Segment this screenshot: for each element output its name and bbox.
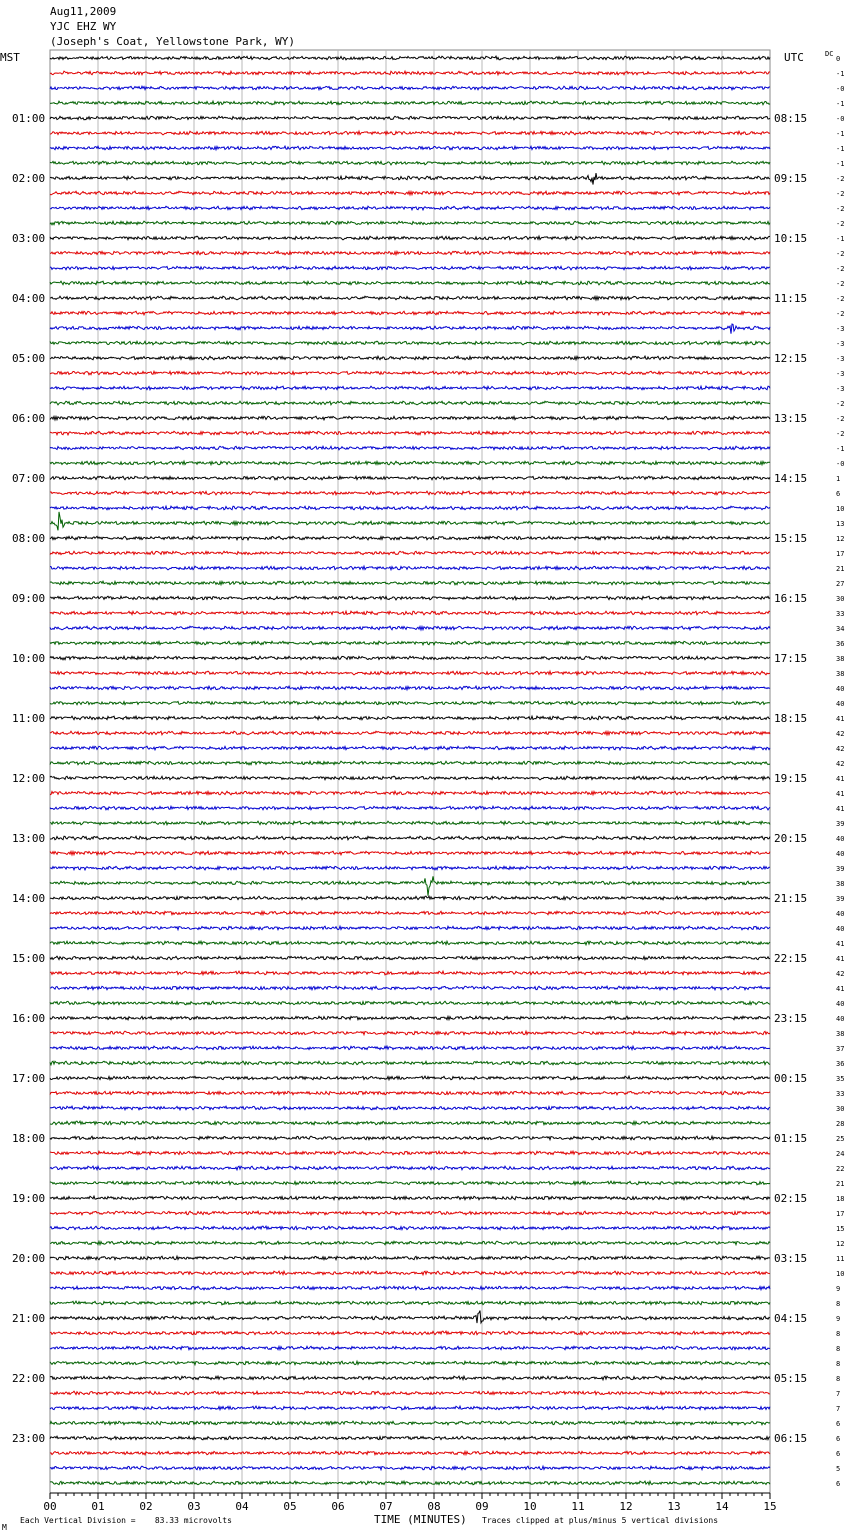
- mst-label-21: 21:00: [12, 1312, 46, 1325]
- trace-line-96: [50, 1481, 770, 1485]
- utc-label-12: 19:15: [774, 772, 808, 785]
- dc-offset-73: 25: [836, 1135, 845, 1143]
- dc-offset-51: 41: [836, 805, 845, 813]
- dc-offset-38: 33: [836, 610, 845, 618]
- dc-offset-58: 40: [836, 910, 845, 918]
- dc-offset-29: 1: [836, 475, 841, 483]
- dc-offset-19: -3: [836, 325, 845, 333]
- trace-line-89: [50, 1376, 770, 1380]
- trace-line-7: [50, 146, 770, 150]
- dc-offset-68: 36: [836, 1060, 845, 1068]
- mst-label-17: 17:00: [12, 1072, 46, 1085]
- dc-offset-16: -2: [836, 280, 845, 288]
- trace-line-44: [50, 701, 770, 705]
- dc-offset-15: -2: [836, 265, 845, 273]
- plot-frame: [50, 50, 770, 1493]
- dc-offset-3: -0: [836, 85, 845, 93]
- dc-offset-89: 8: [836, 1375, 841, 1383]
- x-tick-label-11: 11: [571, 1500, 585, 1513]
- dc-offset-12: -2: [836, 220, 845, 228]
- mst-label-19: 19:00: [12, 1192, 46, 1205]
- dc-offset-91: 7: [836, 1405, 841, 1413]
- trace-line-2: [50, 71, 770, 75]
- x-tick-label-01: 01: [91, 1500, 105, 1513]
- x-tick-label-08: 08: [427, 1500, 441, 1513]
- dc-offset-43: 40: [836, 685, 845, 693]
- utc-label-9: 16:15: [774, 592, 808, 605]
- trace-line-65: [50, 1016, 770, 1020]
- dc-offset-94: 6: [836, 1450, 841, 1458]
- trace-line-9: [50, 173, 770, 184]
- trace-line-27: [50, 446, 770, 450]
- dc-offset-71: 30: [836, 1105, 845, 1113]
- dc-offset-82: 10: [836, 1270, 845, 1278]
- x-tick-label-06: 06: [331, 1500, 345, 1513]
- dc-offset-2: -1: [836, 70, 845, 78]
- trace-line-91: [50, 1406, 770, 1410]
- scale-note: Each Vertical Division = 83.33 microvolts: [20, 1516, 232, 1525]
- x-tick-label-00: 00: [43, 1500, 57, 1513]
- mst-label-23: 23:00: [12, 1432, 46, 1445]
- dc-offset-14: -2: [836, 250, 845, 258]
- trace-line-84: [50, 1301, 770, 1305]
- trace-line-50: [50, 791, 770, 795]
- dc-offset-9: -2: [836, 175, 845, 183]
- dc-offset-83: 9: [836, 1285, 841, 1293]
- dc-offset-13: -1: [836, 235, 845, 243]
- trace-line-6: [50, 131, 770, 135]
- dc-offset-1: 0: [836, 55, 841, 63]
- trace-line-46: [50, 731, 770, 735]
- x-tick-label-04: 04: [235, 1500, 249, 1513]
- trace-line-70: [50, 1091, 770, 1095]
- dc-offset-5: -0: [836, 115, 845, 123]
- trace-line-92: [50, 1421, 770, 1425]
- dc-offset-39: 34: [836, 625, 845, 633]
- trace-line-72: [50, 1121, 770, 1125]
- dc-offset-20: -3: [836, 340, 845, 348]
- dc-offset-96: 6: [836, 1480, 841, 1488]
- mst-label-9: 09:00: [12, 592, 46, 605]
- mst-label-13: 13:00: [12, 832, 46, 845]
- trace-line-66: [50, 1031, 770, 1035]
- x-tick-label-13: 13: [667, 1500, 681, 1513]
- mst-label-6: 06:00: [12, 412, 46, 425]
- mst-label-4: 04:00: [12, 292, 46, 305]
- utc-label-3: 10:15: [774, 232, 808, 245]
- dc-offset-10: -2: [836, 190, 845, 198]
- trace-line-4: [50, 101, 770, 105]
- trace-line-39: [50, 626, 770, 630]
- trace-line-95: [50, 1466, 770, 1470]
- trace-line-5: [50, 116, 770, 120]
- trace-line-80: [50, 1241, 770, 1245]
- dc-offset-47: 42: [836, 745, 845, 753]
- x-tick-label-12: 12: [619, 1500, 633, 1513]
- trace-line-1: [50, 56, 770, 60]
- utc-label-5: 12:15: [774, 352, 808, 365]
- mst-label-14: 14:00: [12, 892, 46, 905]
- trace-line-71: [50, 1106, 770, 1110]
- dc-offset-76: 21: [836, 1180, 845, 1188]
- trace-line-8: [50, 161, 770, 165]
- trace-line-33: [50, 536, 770, 540]
- dc-offset-49: 41: [836, 775, 845, 783]
- utc-label-18: 01:15: [774, 1132, 808, 1145]
- dc-offset-4: -1: [836, 100, 845, 108]
- dc-offset-7: -1: [836, 145, 845, 153]
- dc-offset-59: 40: [836, 925, 845, 933]
- x-tick-label-15: 15: [763, 1500, 777, 1513]
- trace-line-12: [50, 221, 770, 225]
- mst-hour-labels: [12, 112, 45, 1445]
- station-label: YJC EHZ WY: [50, 20, 117, 33]
- trace-line-30: [50, 491, 770, 495]
- trace-line-63: [50, 986, 770, 990]
- dc-offset-55: 39: [836, 865, 845, 873]
- dc-offset-44: 40: [836, 700, 845, 708]
- mst-label-8: 08:00: [12, 532, 46, 545]
- trace-line-55: [50, 866, 770, 870]
- mst-label-10: 10:00: [12, 652, 46, 665]
- x-tick-label-07: 07: [379, 1500, 393, 1513]
- trace-line-3: [50, 86, 770, 90]
- mst-label-5: 05:00: [12, 352, 46, 365]
- utc-label-15: 22:15: [774, 952, 808, 965]
- utc-label-21: 04:15: [774, 1312, 808, 1325]
- trace-line-88: [50, 1361, 770, 1365]
- corner-mark: M: [2, 1523, 7, 1532]
- trace-line-23: [50, 386, 770, 390]
- dc-offset-50: 41: [836, 790, 845, 798]
- utc-label-1: 08:15: [774, 112, 808, 125]
- dc-offset-65: 40: [836, 1015, 845, 1023]
- dc-offset-63: 41: [836, 985, 845, 993]
- trace-line-59: [50, 926, 770, 930]
- trace-line-78: [50, 1211, 770, 1215]
- trace-line-37: [50, 596, 770, 600]
- trace-line-68: [50, 1061, 770, 1065]
- x-tick-label-03: 03: [187, 1500, 201, 1513]
- dc-offset-74: 24: [836, 1150, 845, 1158]
- dc-axis-title: DC: [825, 50, 834, 58]
- dc-offset-66: 38: [836, 1030, 845, 1038]
- dc-offset-11: -2: [836, 205, 845, 213]
- trace-line-45: [50, 716, 770, 720]
- trace-line-85: [50, 1311, 770, 1324]
- trace-line-67: [50, 1046, 770, 1050]
- trace-line-93: [50, 1436, 770, 1440]
- utc-label-7: 14:15: [774, 472, 808, 485]
- dc-offset-41: 38: [836, 655, 845, 663]
- dc-offset-85: 9: [836, 1315, 841, 1323]
- trace-line-56: [50, 876, 770, 895]
- dc-offset-34: 17: [836, 550, 845, 558]
- dc-offset-77: 18: [836, 1195, 845, 1203]
- trace-line-38: [50, 611, 770, 615]
- trace-line-48: [50, 761, 770, 765]
- x-axis: [43, 1493, 776, 1513]
- trace-line-79: [50, 1226, 770, 1230]
- dc-offset-95: 5: [836, 1465, 841, 1473]
- dc-offset-70: 33: [836, 1090, 845, 1098]
- trace-line-40: [50, 641, 770, 645]
- trace-line-73: [50, 1136, 770, 1140]
- utc-label-20: 03:15: [774, 1252, 808, 1265]
- dc-offset-60: 41: [836, 940, 845, 948]
- trace-line-17: [50, 296, 770, 300]
- utc-label-22: 05:15: [774, 1372, 808, 1385]
- trace-line-20: [50, 341, 770, 345]
- trace-line-47: [50, 746, 770, 750]
- dc-offset-35: 21: [836, 565, 845, 573]
- trace-line-35: [50, 566, 770, 570]
- trace-line-29: [50, 476, 770, 480]
- dc-offset-88: 8: [836, 1360, 841, 1368]
- dc-offset-72: 28: [836, 1120, 845, 1128]
- dc-offset-22: -3: [836, 370, 845, 378]
- mst-label-7: 07:00: [12, 472, 46, 485]
- trace-line-14: [50, 251, 770, 255]
- x-tick-label-14: 14: [715, 1500, 729, 1513]
- trace-line-10: [50, 191, 770, 195]
- trace-line-58: [50, 911, 770, 915]
- dc-offset-46: 42: [836, 730, 845, 738]
- location-label: (Joseph's Coat, Yellowstone Park, WY): [50, 35, 296, 48]
- dc-offset-64: 40: [836, 1000, 845, 1008]
- trace-line-62: [50, 971, 770, 975]
- trace-line-75: [50, 1166, 770, 1170]
- dc-offset-37: 30: [836, 595, 845, 603]
- minute-gridlines: [98, 50, 722, 1493]
- dc-offset-56: 38: [836, 880, 845, 888]
- dc-offset-69: 35: [836, 1075, 845, 1083]
- mst-label-3: 03:00: [12, 232, 46, 245]
- utc-label-14: 21:15: [774, 892, 808, 905]
- mst-label-12: 12:00: [12, 772, 46, 785]
- dc-offset-21: -3: [836, 355, 845, 363]
- mst-label-1: 01:00: [12, 112, 46, 125]
- dc-offset-75: 22: [836, 1165, 845, 1173]
- mst-label-2: 02:00: [12, 172, 46, 185]
- dc-offset-17: -2: [836, 295, 845, 303]
- trace-line-52: [50, 821, 770, 825]
- mst-label-18: 18:00: [12, 1132, 46, 1145]
- date-label: Aug11,2009: [50, 5, 117, 18]
- trace-line-83: [50, 1286, 770, 1290]
- dc-offset-28: -0: [836, 460, 845, 468]
- mst-label-20: 20:00: [12, 1252, 46, 1265]
- trace-line-24: [50, 401, 770, 405]
- dc-offset-53: 40: [836, 835, 845, 843]
- dc-offset-32: 13: [836, 520, 845, 528]
- dc-offset-78: 17: [836, 1210, 845, 1218]
- trace-line-57: [50, 896, 770, 900]
- trace-line-54: [50, 851, 770, 855]
- dc-offset-54: 40: [836, 850, 845, 858]
- trace-line-81: [50, 1256, 770, 1260]
- trace-line-51: [50, 806, 770, 810]
- trace-line-76: [50, 1181, 770, 1185]
- mst-label-11: 11:00: [12, 712, 46, 725]
- x-tick-label-09: 09: [475, 1500, 489, 1513]
- mst-label-22: 22:00: [12, 1372, 46, 1385]
- utc-label-6: 13:15: [774, 412, 808, 425]
- utc-label-4: 11:15: [774, 292, 808, 305]
- dc-offset-24: -2: [836, 400, 845, 408]
- x-tick-label-10: 10: [523, 1500, 537, 1513]
- dc-offset-23: -3: [836, 385, 845, 393]
- x-axis-title: TIME (MINUTES): [374, 1513, 467, 1526]
- utc-label-10: 17:15: [774, 652, 808, 665]
- dc-offset-26: -2: [836, 430, 845, 438]
- trace-line-41: [50, 656, 770, 660]
- trace-line-90: [50, 1391, 770, 1395]
- dc-offset-8: -1: [836, 160, 845, 168]
- dc-offset-93: 6: [836, 1435, 841, 1443]
- trace-line-61: [50, 956, 770, 960]
- trace-line-42: [50, 671, 770, 675]
- dc-offset-31: 10: [836, 505, 845, 513]
- trace-line-15: [50, 266, 770, 270]
- trace-line-28: [50, 461, 770, 465]
- utc-label-13: 20:15: [774, 832, 808, 845]
- dc-offset-67: 37: [836, 1045, 845, 1053]
- utc-label-11: 18:15: [774, 712, 808, 725]
- dc-offset-57: 39: [836, 895, 845, 903]
- trace-line-60: [50, 941, 770, 945]
- dc-offset-27: -1: [836, 445, 845, 453]
- dc-offset-25: -2: [836, 415, 845, 423]
- trace-line-22: [50, 371, 770, 375]
- utc-label-23: 06:15: [774, 1432, 808, 1445]
- dc-offset-90: 7: [836, 1390, 841, 1398]
- mst-axis-title: MST: [0, 51, 20, 64]
- dc-offset-62: 42: [836, 970, 845, 978]
- dc-offset-6: -1: [836, 130, 845, 138]
- trace-line-26: [50, 431, 770, 435]
- dc-offset-45: 41: [836, 715, 845, 723]
- dc-offset-30: 6: [836, 490, 841, 498]
- trace-line-34: [50, 551, 770, 555]
- dc-offset-33: 12: [836, 535, 845, 543]
- utc-label-17: 00:15: [774, 1072, 808, 1085]
- dc-offset-87: 8: [836, 1345, 841, 1353]
- trace-line-64: [50, 1001, 770, 1005]
- dc-offset-84: 8: [836, 1300, 841, 1308]
- utc-label-19: 02:15: [774, 1192, 808, 1205]
- trace-line-82: [50, 1271, 770, 1275]
- utc-label-16: 23:15: [774, 1012, 808, 1025]
- trace-line-13: [50, 236, 770, 240]
- seismic-traces: [50, 56, 770, 1485]
- trace-line-25: [50, 416, 770, 420]
- mst-label-15: 15:00: [12, 952, 46, 965]
- trace-line-49: [50, 776, 770, 780]
- dc-offset-52: 39: [836, 820, 845, 828]
- dc-offset-81: 11: [836, 1255, 845, 1263]
- trace-line-32: [50, 512, 770, 531]
- trace-line-18: [50, 311, 770, 315]
- trace-line-11: [50, 206, 770, 210]
- utc-axis-title: UTC: [784, 51, 804, 64]
- trace-line-94: [50, 1451, 770, 1455]
- trace-line-43: [50, 686, 770, 690]
- plot-footer: [0, 1512, 850, 1534]
- trace-line-31: [50, 506, 770, 510]
- utc-label-8: 15:15: [774, 532, 808, 545]
- dc-offset-80: 12: [836, 1240, 845, 1248]
- trace-line-16: [50, 281, 770, 285]
- dc-offset-labels: [836, 55, 844, 1488]
- trace-line-69: [50, 1076, 770, 1080]
- dc-offset-92: 6: [836, 1420, 841, 1428]
- clip-note: Traces clipped at plus/minus 5 vertical divisions: [482, 1516, 719, 1525]
- trace-line-21: [50, 356, 770, 360]
- dc-offset-18: -2: [836, 310, 845, 318]
- trace-line-19: [50, 324, 770, 334]
- x-tick-label-05: 05: [283, 1500, 297, 1513]
- trace-line-87: [50, 1346, 770, 1350]
- trace-line-74: [50, 1151, 770, 1155]
- mst-label-16: 16:00: [12, 1012, 46, 1025]
- dc-offset-86: 8: [836, 1330, 841, 1338]
- dc-offset-79: 15: [836, 1225, 845, 1233]
- dc-offset-40: 36: [836, 640, 845, 648]
- utc-label-2: 09:15: [774, 172, 808, 185]
- trace-line-77: [50, 1196, 770, 1200]
- dc-offset-42: 38: [836, 670, 845, 678]
- trace-line-86: [50, 1331, 770, 1335]
- trace-line-36: [50, 581, 770, 585]
- utc-hour-labels: [774, 112, 807, 1445]
- x-tick-label-02: 02: [139, 1500, 153, 1513]
- dc-offset-48: 42: [836, 760, 845, 768]
- dc-offset-36: 27: [836, 580, 845, 588]
- dc-offset-61: 41: [836, 955, 845, 963]
- trace-line-53: [50, 836, 770, 840]
